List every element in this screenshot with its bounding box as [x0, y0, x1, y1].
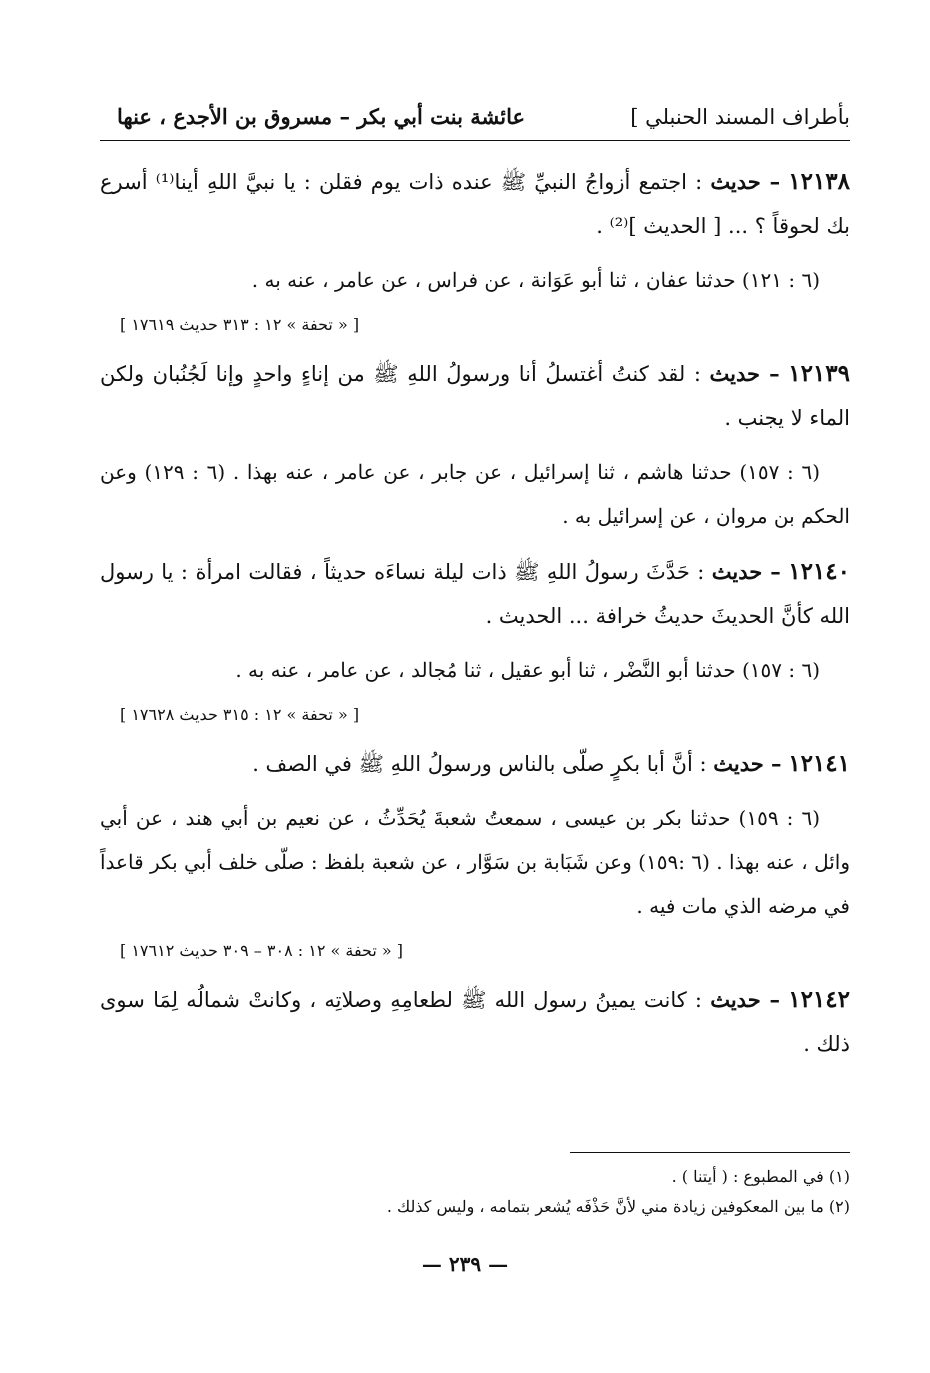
- hadith-text: : كانت يمينُ رسول الله ﷺ لطعامِهِ وصلاتِه ، وكانتْ شمالُه لِمَا سوى ذلك .: [100, 988, 850, 1056]
- hadith-keyword: – حديث: [709, 361, 780, 386]
- hadith-number: ١٢١٣٩: [788, 360, 850, 387]
- hadith-text: : لقد كنتُ أغتسلُ أنا ورسولُ اللهِ ﷺ من إناءٍ واحدٍ وإنا لَجُنُبان ولكن الماء لا يجنب .: [100, 362, 850, 430]
- hadith-number: ١٢١٤٠: [788, 558, 850, 585]
- hadith-entry: [100, 742, 850, 786]
- header-book-title: بأطراف المسند الحنبلي ]: [630, 105, 850, 129]
- footnote-2: (٢) ما بين المعكوفين زيادة مني لأنَّ حَذْفَه يُشعر بتمامه ، وليس كذلك .: [386, 1197, 850, 1216]
- tuhfa-reference: [ « تحفة » ١٢ : ٣١٥ حديث ١٧٦٢٨ ]: [120, 705, 360, 724]
- hadith-text: : حَدَّثَ رسولُ اللهِ ﷺ ذات ليلة نساءَه حديثاً ، فقالت امرأة : يا رسول الله كأنَّ الحديثَ حديثُ خرافة ... الحديث .: [100, 560, 850, 628]
- hadith-entry: [100, 550, 850, 638]
- tuhfa-reference: [ « تحفة » ١٢ : ٣٠٨ – ٣٠٩ حديث ١٧٦١٢ ]: [120, 941, 404, 960]
- footnotes: [100, 1162, 850, 1222]
- hadith-entry: [100, 978, 850, 1066]
- hadith-entry: [100, 160, 850, 248]
- hadith-text: : اجتمع أزواجُ النبيِّ ﷺ عنده ذات يوم فقلن : يا نبيَّ اللهِ أينا⁽¹⁾ أسرع بك لحوقاً ؟ ... [ الحديث ]⁽²⁾ .: [100, 170, 850, 238]
- hadith-number: ١٢١٤٢: [788, 986, 850, 1013]
- page-number: — ٢٣٩ —: [421, 1252, 509, 1276]
- footnote-divider: [570, 1152, 850, 1153]
- tuhfa-reference: [ « تحفة » ١٢ : ٣١٣ حديث ١٧٦١٩ ]: [120, 315, 360, 334]
- footnote-1: (١) في المطبوع : ( أيتنا ) .: [671, 1167, 850, 1186]
- header-divider: [100, 140, 850, 141]
- hadith-number: ١٢١٤١: [788, 750, 850, 777]
- hadith-keyword: – حديث: [710, 169, 781, 194]
- hadith-keyword: – حديث: [711, 559, 781, 584]
- isnad-line: (٦ : ١٥٧) حدثنا أبو النَّضْر ، ثنا أبو عقيل ، ثنا مُجالد ، عن عامر ، عنه به .: [235, 658, 820, 682]
- isnad-line: (٦ : ١٥٩) حدثنا بكر بن عيسى ، سمعتُ شعبةَ يُحَدِّثُ ، عن نعيم بن أبي هند ، عن أبي وائل ، عنه بهذا . (٦ :١٥٩) وعن شَبَابة بن سَوَّار ، عن شعبة بلفظ : صلّى خلف أبي بكر قاعداً في مرضه الذي مات فيه .: [100, 806, 850, 918]
- isnad-line: (٦ : ١٢١) حدثنا عفان ، ثنا أبو عَوَانة ، عن فراس ، عن عامر ، عنه به .: [251, 268, 820, 292]
- hadith-number: ١٢١٣٨: [788, 168, 851, 195]
- hadith-text: : أنَّ أبا بكرٍ صلّى بالناس ورسولُ اللهِ ﷺ في الصف .: [252, 752, 714, 776]
- hadith-keyword: – حديث: [713, 751, 782, 776]
- hadith-entry: [100, 352, 850, 440]
- running-header: [100, 100, 850, 134]
- isnad-line: (٦ : ١٥٧) حدثنا هاشم ، ثنا إسرائيل ، عن جابر ، عن عامر ، عنه بهذا . (٦ : ١٢٩) وعن الحكم بن مروان ، عن إسرائيل به .: [100, 460, 850, 528]
- page-body: [100, 160, 850, 1066]
- hadith-keyword: – حديث: [710, 987, 781, 1012]
- header-section-title: عائشة بنت أبي بكر – مسروق بن الأجدع ، عنها: [117, 104, 525, 129]
